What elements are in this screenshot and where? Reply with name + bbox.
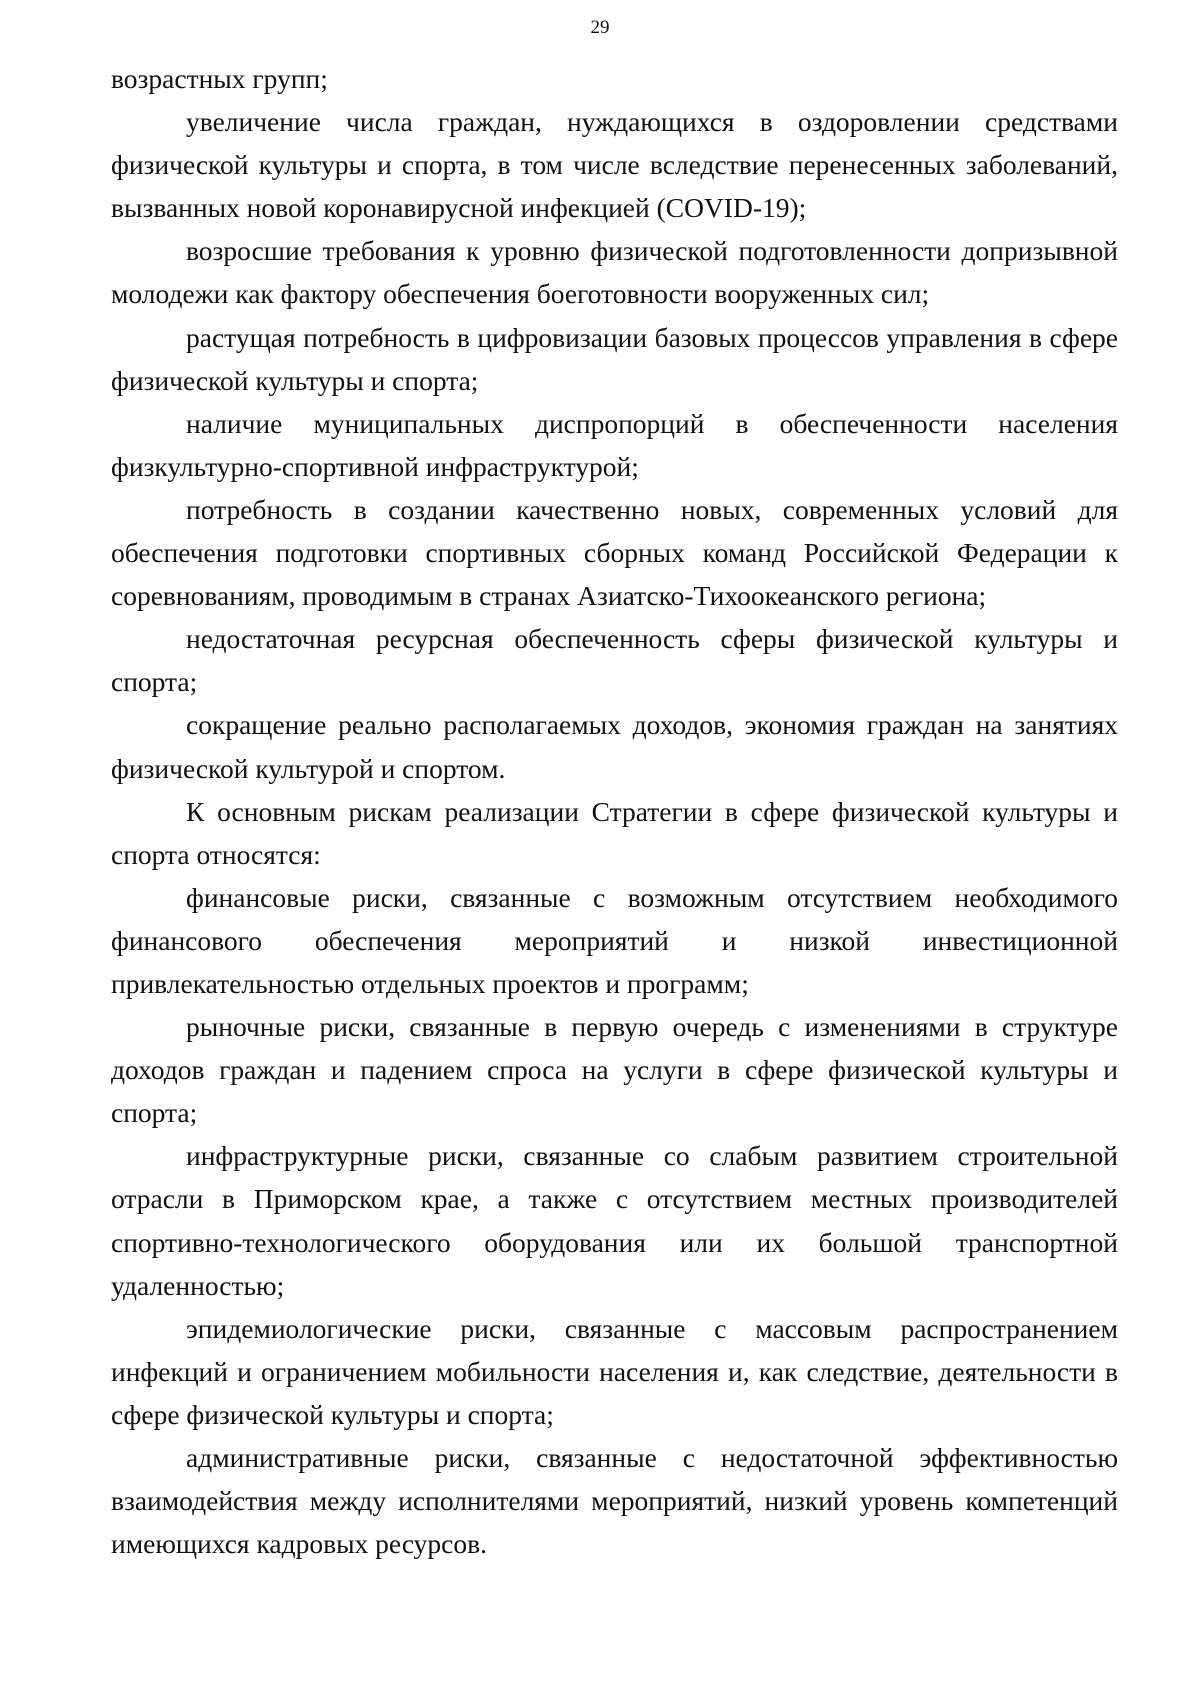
paragraph-main-risks-intro: К основным рискам реализации Стратегии в сфере физической культуры и спорта относятся: [111, 795, 1118, 870]
paragraph-administrative-risks: административные риски, связанные с недостаточной эффективностью взаимодействия между исполнителями мероприятий, низкий уровень компетенций имеющихся кадровых ресурсов. [111, 1442, 1118, 1560]
paragraph-income-reduction: сокращение реально располагаемых доходов, экономия граждан на занятиях физической культурой и спортом. [111, 709, 1118, 784]
paragraph-preconscription-youth: возросшие требования к уровню физической подготовленности допризывной молодежи как фактору обеспечения боеготовности вооруженных сил; [111, 235, 1118, 310]
paragraph-infrastructure-risks: инфраструктурные риски, связанные со слабым развитием строительной отрасли в Приморском крае, а также с отсутствием местных производителей спортивно-технологического оборудования или их большой транспортной удаленностью; [111, 1140, 1118, 1301]
paragraph-financial-risks: финансовые риски, связанные с возможным отсутствием необходимого финансового обеспечения мероприятий и низкой инвестиционной привлекательностью отдельных проектов и программ; [111, 881, 1118, 999]
paragraph-resource-insufficiency: недостаточная ресурсная обеспеченность сферы физической культуры и спорта; [111, 623, 1118, 698]
paragraph-age-groups: возрастных групп; [111, 63, 328, 94]
paragraph-new-conditions: потребность в создании качественно новых, современных условий для обеспечения подготовки спортивных сборных команд Российской Федерации к соревнованиям, проводимым в странах Азиатско-Тихоокеанского региона; [111, 493, 1118, 612]
paragraph-health-improvement: увеличение числа граждан, нуждающихся в оздоровлении средствами физической культуры и спорта, в том числе вследствие перенесенных заболеваний, вызванных новой коронавирусной инфекцией (COVID-19); [111, 106, 1118, 224]
page-number: 29 [590, 17, 610, 38]
paragraph-municipal-disproportions: наличие муниципальных диспропорций в обеспеченности населения физкультурно-спортивной инфраструктурой; [111, 407, 1118, 482]
paragraph-market-risks: рыночные риски, связанные в первую очередь с изменениями в структуре доходов граждан и падением спроса на услуги в сфере физической культуры и спорта; [111, 1011, 1118, 1129]
paragraph-epidemiological-risks: эпидемиологические риски, связанные с массовым распространением инфекций и ограничением мобильности населения и, как следствие, деятельности в сфере физической культуры и спорта; [111, 1312, 1118, 1430]
paragraph-digitalization: растущая потребность в цифровизации базовых процессов управления в сфере физической культуры и спорта; [111, 321, 1118, 396]
document-body [111, 57, 1118, 1565]
